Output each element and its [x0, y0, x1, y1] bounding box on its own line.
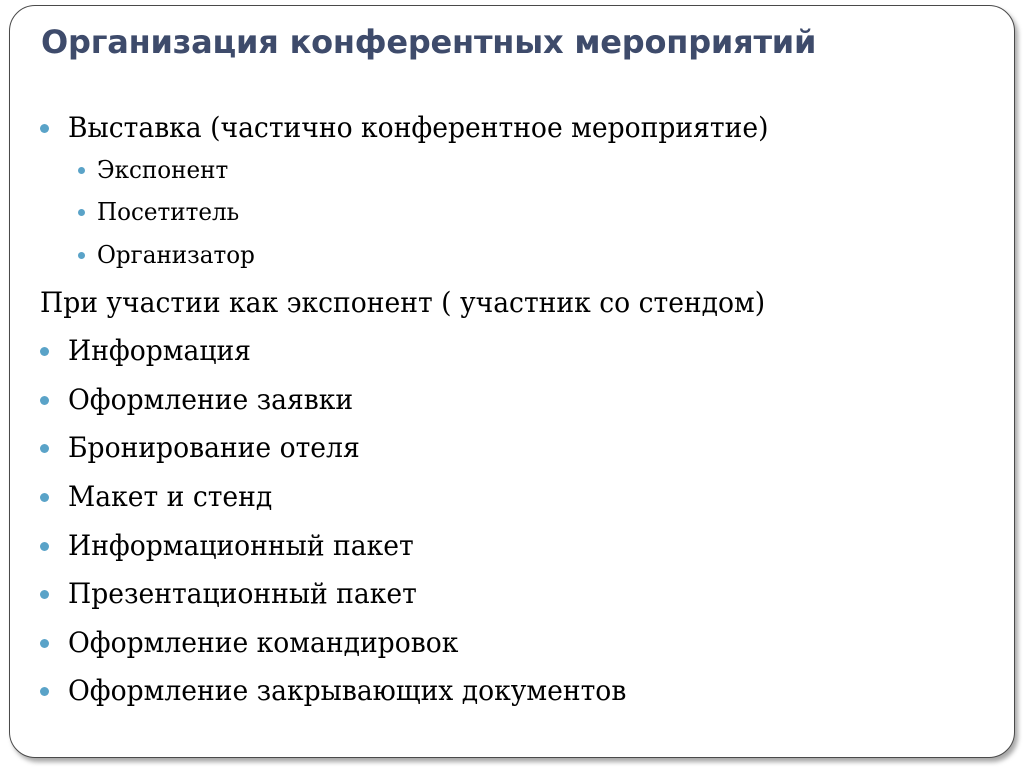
list-item: Посетитель	[97, 198, 240, 226]
bullet-icon	[40, 542, 49, 551]
list-item: Оформление командировок	[68, 626, 459, 659]
bullet-icon	[40, 493, 49, 502]
list-item: Оформление заявки	[68, 383, 354, 416]
list-item: Экспонент	[97, 156, 229, 184]
bullet-icon	[78, 209, 85, 216]
bullet-icon	[40, 347, 49, 356]
list-item: Бронирование отеля	[68, 431, 360, 464]
bullet-icon	[40, 639, 49, 648]
bullet-icon	[40, 444, 49, 453]
bullet-icon	[78, 252, 85, 259]
list-item: Выставка (частично конферентное мероприятие)	[68, 111, 769, 144]
list-item: Информационный пакет	[68, 529, 414, 562]
bullet-icon	[40, 687, 49, 696]
list-item: Презентационный пакет	[68, 577, 417, 610]
list-item: Информация	[68, 334, 251, 367]
bullet-icon	[78, 167, 85, 174]
list-item: Организатор	[97, 241, 255, 269]
list-item: Оформление закрывающих документов	[68, 674, 627, 707]
slide-title: Организация конферентных мероприятий	[41, 23, 817, 61]
list-item: Макет и стенд	[68, 480, 273, 513]
bullet-icon	[40, 124, 49, 133]
bullet-icon	[40, 590, 49, 599]
section-heading: При участии как экспонент ( участник со стендом)	[40, 286, 766, 319]
bullet-icon	[40, 396, 49, 405]
